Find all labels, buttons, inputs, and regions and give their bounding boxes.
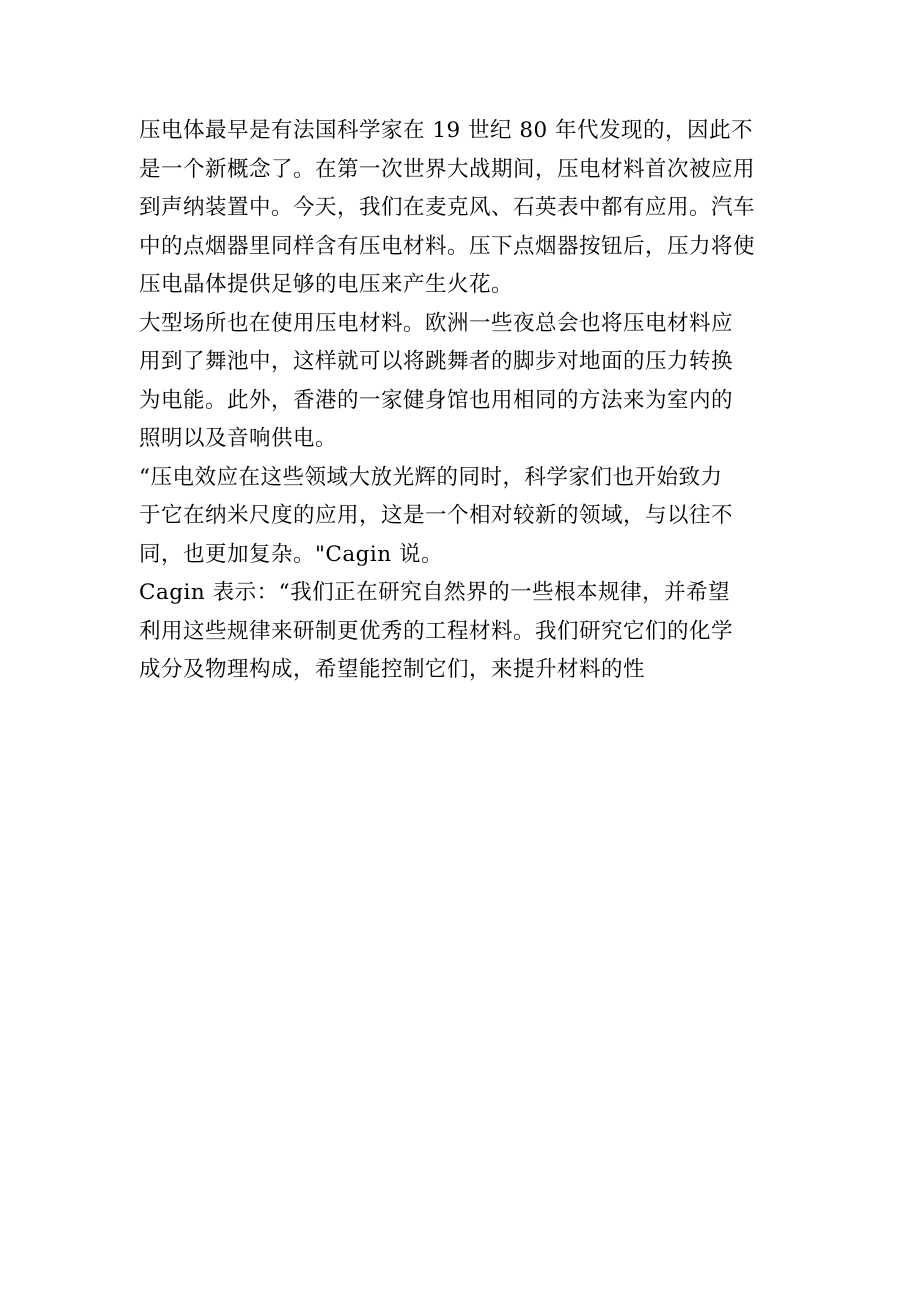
paragraph-line: “压电效应在这些领域大放光辉的同时，科学家们也开始致力 [139,464,723,490]
paragraph-line: 压电晶体提供足够的电压来产生火花。 [139,272,514,297]
paragraph-2 [139,305,789,459]
paragraph-line: 大型场所也在使用压电材料。欧洲一些夜总会也将压电材料应 [139,310,734,336]
paragraph-line: 同，也更加复杂。"Cagin 说。 [139,541,443,567]
paragraph-line: 中的点烟器里同样含有压电材料。压下点烟器按钮后，压力将使 [139,233,756,259]
paragraph-line: 压电体最早是有法国科学家在 19 世纪 80 年代发现的，因此不 [139,118,754,143]
body-text [139,112,789,690]
paragraph-4 [139,574,789,690]
paragraph-line: 是一个新概念了。在第一次世界大战期间，压电材料首次被应用 [139,156,756,182]
paragraph-line: 为电能。此外，香港的一家健身馆也用相同的方法来为室内的 [139,387,734,413]
paragraph-1 [139,112,789,305]
paragraph-line: 于它在纳米尺度的应用，这是一个相对较新的领域，与以往不 [139,503,734,528]
paragraph-line: Cagin 表示：“我们正在研究自然界的一些根本规律，并希望 [139,580,731,605]
paragraph-3 [139,459,789,575]
paragraph-line: 利用这些规律来研制更优秀的工程材料。我们研究它们的化学 [139,618,734,644]
paragraph-line: 成分及物理构成，希望能控制它们，来提升材料的性 [139,657,646,682]
paragraph-line: 照明以及音响供电。 [139,426,338,451]
paragraph-line: 用到了舞池中，这样就可以将跳舞者的脚步对地面的压力转换 [139,349,734,374]
paragraph-line: 到声纳装置中。今天，我们在麦克风、石英表中都有应用。汽车 [139,195,756,220]
